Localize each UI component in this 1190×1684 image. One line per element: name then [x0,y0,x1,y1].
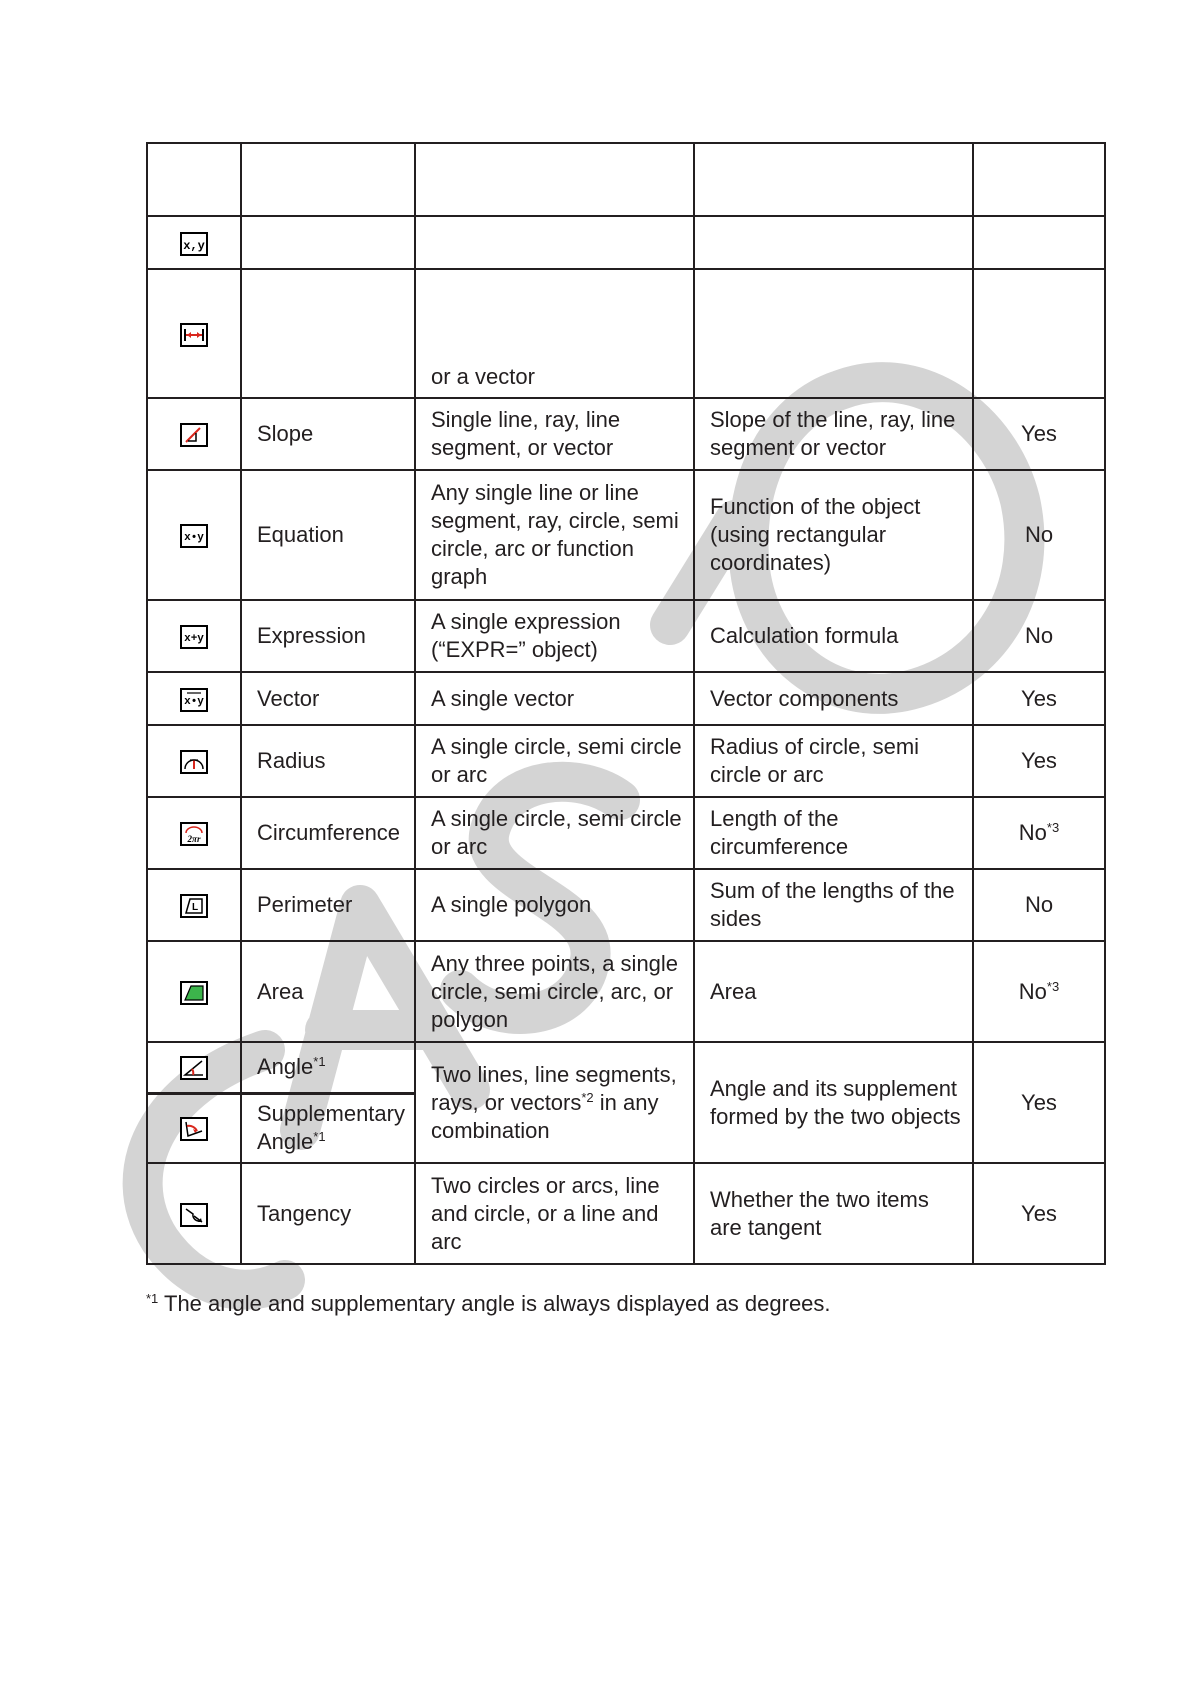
footnote: $^{*1}$ The angle and supplementary angle is always displayed as degrees. [146,1291,831,1316]
select-description: A single polygon [415,869,694,941]
table-row [147,869,1105,941]
xy-coordinates-icon [180,232,208,256]
result-description: Length of the circumference [694,797,973,869]
editable-value: No$^{*3}$ [973,797,1105,869]
table-row [147,672,1105,725]
editable-value: Yes [973,725,1105,797]
function-name: Angle$^{*1}$ [241,1042,415,1093]
editable-value: Yes [973,1042,1105,1163]
result-description: Calculation formula [694,600,973,672]
tangency-icon [180,1203,208,1227]
table-row [147,1042,1105,1093]
expression-icon [180,625,208,649]
select-description: A single circle, semi circle or arc [415,725,694,797]
select-description: Two circles or arcs, line and circle, or a line and arc [415,1163,694,1264]
result-description: Function of the object (using rectangular coordinates) [694,470,973,600]
table-row [147,1163,1105,1264]
measurement-table [146,142,1106,1265]
table-row [147,600,1105,672]
select-description: Any three points, a single circle, semi circle, arc, or polygon [415,941,694,1042]
equation-icon [180,524,208,548]
editable-value: Yes [973,672,1105,725]
svg-text:x+y: x+y [184,633,204,646]
function-name: Perimeter [241,869,415,941]
result-description: Vector components [694,672,973,725]
select-description: A single expression (“EXPR=” object) [415,600,694,672]
table-row [147,797,1105,869]
editable-value: Yes [973,398,1105,470]
function-name: Radius [241,725,415,797]
function-name: Area [241,941,415,1042]
table-row [147,725,1105,797]
svg-text:2πr: 2πr [187,834,201,845]
editable-value: No [973,869,1105,941]
function-name: Circumference [241,797,415,869]
area-icon [180,981,208,1005]
function-name: Tangency [241,1163,415,1264]
function-name: Slope [241,398,415,470]
select-description: A single circle, semi circle or arc [415,797,694,869]
result-description: Angle and its supplement formed by the two objects [694,1042,973,1163]
result-description: Slope of the line, ray, line segment or vector [694,398,973,470]
select-description: A single vector [415,672,694,725]
result-description: Radius of circle, semi circle or arc [694,725,973,797]
select-description: Two lines, line segments, rays, or vectors$^{*2}$ in any combination [415,1042,694,1163]
table-row [147,398,1105,470]
editable-value: Yes [973,1163,1105,1264]
table-row [147,470,1105,600]
select-description: Any single line or line segment, ray, circle, semi circle, arc or function graph [415,470,694,600]
result-description: Sum of the lengths of the sides [694,869,973,941]
perimeter-icon [180,894,208,918]
function-name: Supplementary Angle$^{*1}$ [241,1093,415,1163]
angle-icon [180,1056,208,1080]
svg-text:x•y: x•y [184,695,204,708]
radius-icon [180,750,208,774]
table-row [147,216,1105,269]
vector-icon [180,688,208,712]
editable-value: No$^{*3}$ [973,941,1105,1042]
function-name: Equation [241,470,415,600]
supplementary-angle-icon [180,1117,208,1141]
table-row: or a vector [147,269,1105,398]
editable-value: No [973,470,1105,600]
result-description: Whether the two items are tangent [694,1163,973,1264]
table-header-row [147,143,1105,216]
distance-length-icon [180,323,208,347]
select-description: Single line, ray, line segment, or vector [415,398,694,470]
editable-value: No [973,600,1105,672]
svg-text:L: L [191,902,199,914]
circumference-icon [180,822,208,846]
svg-text:x,y: x,y [183,238,205,253]
slope-icon [180,423,208,447]
function-name: Vector [241,672,415,725]
function-name: Expression [241,600,415,672]
table-row [147,941,1105,1042]
svg-text:x•y: x•y [184,532,204,545]
result-description: Area [694,941,973,1042]
